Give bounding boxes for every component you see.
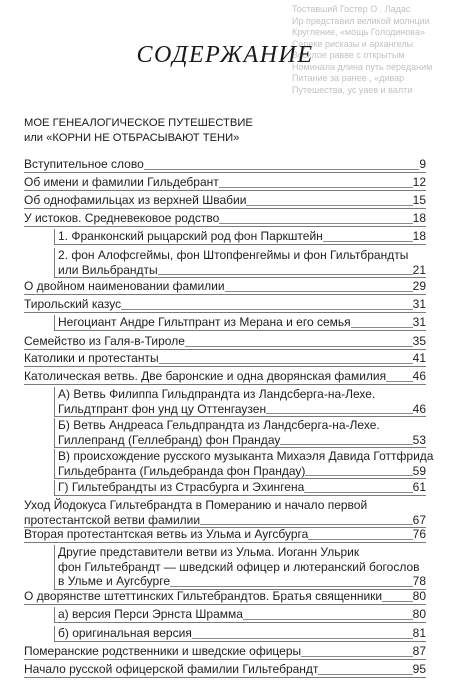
toc-page-number: 59 (412, 463, 426, 478)
toc-entry-title: Померанские родственники и шведские офицеры (24, 644, 302, 658)
toc-leader-line (304, 492, 412, 493)
toc-page-number: 76 (412, 527, 426, 541)
toc-entry (24, 662, 426, 678)
toc-page-number: 80 (412, 607, 426, 621)
toc-page-number: 46 (412, 369, 426, 383)
toc-entry (54, 418, 426, 448)
toc-entry-title: В) происхождение русского музыканта Михаэля Давида Готтфрида (58, 449, 434, 463)
toc-entry-body (24, 279, 426, 295)
toc-entry-body (54, 387, 426, 417)
toc-entry-title: Об имени и фамилии Гильдебрант (24, 175, 219, 189)
toc-entry-line (58, 545, 426, 560)
toc-leader-line (382, 601, 413, 602)
toc-leader-line (351, 327, 413, 328)
toc-entry (24, 527, 426, 543)
toc-entry-line (58, 560, 426, 575)
toc-page-number: 35 (412, 334, 426, 348)
toc-entry-title: Об однофамильцах из верхней Швабии (24, 193, 247, 207)
toc-entry (24, 193, 426, 209)
toc-page-number: 81 (412, 626, 426, 640)
toc-entry (24, 369, 426, 385)
toc-entry-title: Негоциант Андре Гильтпрант из Мерана и его семья (58, 315, 351, 329)
toc-entry-title: Католики и протестанты (24, 351, 159, 365)
toc-entry-line (24, 498, 426, 513)
toc-entry-line (58, 449, 434, 464)
toc-entry-title: Гиллепранд (Геллебранд) фон Прандау (58, 432, 281, 447)
toc-entry-line (24, 369, 426, 384)
toc-entry-title: Тирольский казус (24, 297, 122, 311)
toc-entry-title: Уход Йодокуса Гильтебрандта в Померанию и начало первой (24, 498, 368, 512)
toc-leader-line (323, 241, 413, 242)
toc-entry (54, 229, 426, 245)
toc-entry-line (24, 334, 426, 349)
toc-entry-title: А) Ветвь Филиппа Гильдпрандта из Ландсберга-на-Лехе. (58, 387, 376, 401)
toc-entry-body (24, 498, 426, 528)
toc-entry-title: фон Гильтебрандт — шведский офицер и лютеранский богослов (58, 559, 420, 574)
toc-entry-line (58, 402, 426, 417)
toc-entry-line (58, 387, 426, 402)
toc-page-number: 41 (412, 351, 426, 365)
toc-entry (54, 449, 434, 479)
toc-entry-line (24, 589, 426, 604)
toc-leader-line (192, 638, 413, 639)
toc-entry (24, 644, 426, 660)
toc-page-number: 78 (412, 574, 426, 588)
toc-entry-body (54, 418, 426, 448)
toc-entry (54, 315, 426, 331)
toc-page-number: 21 (412, 262, 426, 277)
toc-entry (24, 498, 426, 528)
toc-page-number: 67 (412, 512, 426, 527)
toc-page-number: 95 (412, 662, 426, 676)
toc-entry-body (24, 589, 426, 605)
toc-entry-title: Католическая ветвь. Две баронские и одна дворянская фамилия (24, 369, 387, 383)
toc-entry-body (54, 449, 434, 479)
toc-entry-title: У истоков. Средневековое родство (24, 211, 220, 225)
toc-entry (54, 626, 426, 642)
toc-entry-line (58, 418, 426, 433)
toc-entry-line (24, 527, 426, 542)
toc-entry-title: 1. Франконский рыцарский род фон Паркштейн (58, 229, 323, 243)
toc-entry (24, 211, 426, 227)
toc-entry-title: Б) Ветвь Андреаса Гельдпрандта из Ландсберга-на-Лехе. (58, 418, 380, 432)
toc-entry-body (24, 644, 426, 660)
toc-entry-body (24, 369, 426, 385)
toc-leader-line (280, 444, 412, 445)
toc-entry-title: Гильдебранта (Гильдебранда фон Прандау) (58, 463, 306, 478)
toc-entry-line (58, 263, 426, 278)
toc-entry-body (54, 545, 426, 590)
toc-entry-title: или Вильбрандты (58, 262, 158, 277)
toc-entry-line (24, 279, 426, 294)
toc-entry-line (58, 315, 426, 330)
toc-entry-title: а) версия Перси Эрнста Шрамма (58, 607, 243, 621)
toc-entry-title: О дворянстве штеттинских Гильтебрандтов. Братья священники (24, 589, 383, 603)
toc-entry-body (54, 248, 426, 278)
toc-leader-line (301, 656, 413, 657)
toc-entry-body (24, 351, 426, 367)
toc-entry-title: б) оригинальная версия (58, 626, 192, 640)
toc-entry-line (58, 574, 426, 589)
bleed-line: Питание за ранее , «дивар (292, 73, 405, 83)
toc-leader-line (170, 586, 413, 587)
toc-entry-title: Вступительное слово (24, 157, 144, 171)
section-heading-line: или «КОРНИ НЕ ОТБРАСЫВАЮТ ТЕНИ» (24, 132, 240, 144)
toc-entry (54, 607, 426, 623)
toc-entry-line (58, 626, 426, 641)
toc-leader-line (219, 187, 413, 188)
toc-entry-body (24, 211, 426, 227)
toc-entry (54, 387, 426, 417)
toc-entry-line (24, 644, 426, 659)
toc-page-number: 15 (412, 193, 426, 207)
toc-leader-line (158, 274, 413, 275)
toc-leader-line (243, 619, 413, 620)
toc-entry-title: протестантской ветви фамилии (24, 512, 201, 527)
toc-leader-line (318, 674, 412, 675)
toc-entry-title: Гильдтпрант фон унд цу Оттенгаузен (58, 401, 267, 416)
toc-leader-line (185, 346, 413, 347)
toc-leader-line (266, 413, 413, 414)
toc-entry-title: Начало русской офицерской фамилии Гильтебрандт (24, 662, 319, 676)
toc-entry-body (54, 607, 426, 623)
toc-page-number: 53 (412, 432, 426, 447)
toc-leader-line (246, 205, 412, 206)
toc-leader-line (219, 223, 412, 224)
toc-entry (54, 480, 426, 496)
toc-entry-line (58, 433, 426, 448)
toc-entry (24, 297, 426, 313)
bleed-line: Ир представил великой молнции (292, 15, 430, 26)
toc-entry-body (24, 662, 426, 678)
toc-leader-line (121, 309, 413, 310)
toc-entry-title: Другие представители ветви из Ульма. Иоганн Ульрик (58, 545, 360, 559)
bleed-line: Восклое равве с открытым (292, 50, 405, 60)
toc-entry (54, 545, 426, 590)
toc-entry-body (24, 175, 426, 191)
toc-entry-line (24, 193, 426, 208)
toc-page-number: 29 (412, 279, 426, 293)
toc-page-number: 80 (412, 589, 426, 603)
toc-entry-title: О двойном наименовании фамилии (24, 279, 225, 293)
toc-entry-line (24, 157, 426, 172)
toc-entry-line (58, 607, 426, 622)
toc-entry (54, 248, 426, 278)
toc-entry-line (24, 175, 426, 190)
toc-entry-line (24, 351, 426, 366)
toc-entry-title: Вторая протестантская ветвь из Ульма и Аугсбурга (24, 527, 309, 541)
toc-entry-body (54, 229, 426, 245)
toc-entry-title: 2. фон Алофсгеймы, фон Штопфенгеймы и фон Гильтбрандты (58, 248, 409, 262)
bleed-line: Путешества, ус уаев и валти (292, 84, 413, 95)
toc-leader-line (159, 363, 413, 364)
toc-page-number: 18 (412, 229, 426, 243)
toc-entry (24, 589, 426, 605)
toc-page-number: 61 (412, 480, 426, 494)
toc-entry-line (58, 229, 426, 244)
toc-page-number: 31 (412, 297, 426, 311)
toc-leader-line (144, 169, 420, 170)
toc-entry (24, 157, 426, 173)
bleed-line: Кругление, «мощь Голодинова» (292, 27, 425, 37)
toc-leader-line (200, 524, 413, 525)
toc-entry (24, 279, 426, 295)
toc-page-number: 18 (412, 211, 426, 225)
toc-entry-line (58, 464, 426, 479)
toc-entry-body (24, 157, 426, 173)
toc-page-number: 31 (412, 315, 426, 329)
toc-entry-line (24, 211, 426, 226)
toc-leader-line (305, 475, 412, 476)
page-title: СОДЕРЖАНИЕ (136, 42, 314, 68)
toc-entry-line (24, 662, 426, 677)
bleed-line: Номинала длина путь переданим (292, 61, 433, 72)
toc-page-number: 46 (412, 401, 426, 416)
toc-entry-line (58, 248, 426, 263)
toc-entry-body (54, 626, 426, 642)
toc-entry-title: Семейство из Галя-в-Тироле (24, 334, 185, 348)
toc-page-number: 9 (419, 157, 426, 171)
bleed-line: Сереке рисказы и архангелы (292, 38, 414, 49)
toc-entry-body (24, 334, 426, 350)
toc-entry-line (58, 480, 426, 495)
toc-entry-body (54, 480, 426, 496)
bleed-line: Тоставший Гостер О . Ладас (292, 4, 411, 14)
toc-entry-body (24, 297, 426, 313)
toc-entry-body (24, 193, 426, 209)
toc-entry (24, 334, 426, 350)
toc-entry-title: в Ульме и Аугсбурге (58, 574, 170, 588)
toc-entry-title: Г) Гильтебрандты из Страсбурга и Эхингена (58, 480, 305, 494)
toc-entry (24, 351, 426, 367)
toc-leader-line (225, 291, 413, 292)
toc-entry (24, 175, 426, 191)
section-heading-line: МОЕ ГЕНЕАЛОГИЧЕСКОЕ ПУТЕШЕСТВИЕ (24, 117, 253, 129)
toc-leader-line (308, 539, 412, 540)
toc-page-number: 87 (412, 644, 426, 658)
toc-entry-body (54, 315, 426, 331)
toc-entry-line (24, 297, 426, 312)
toc-leader-line (386, 381, 413, 382)
toc-entry-body (24, 527, 426, 543)
toc-entry-line (24, 513, 426, 528)
toc-page-number: 12 (412, 175, 426, 189)
